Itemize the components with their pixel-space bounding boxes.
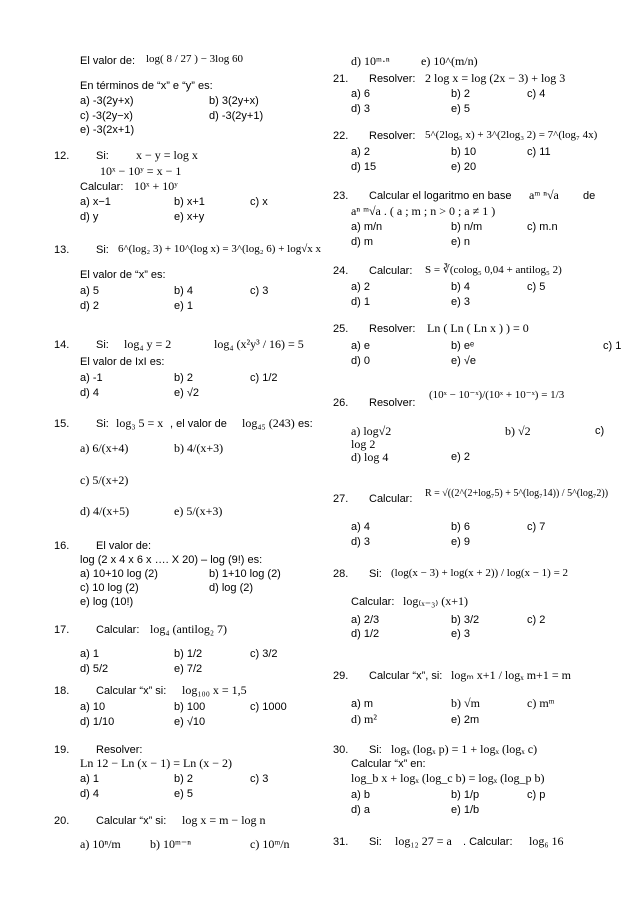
- option-e: e) n: [451, 236, 470, 248]
- expression: 5^(2log₅ x) + 3^(2log₃ 2) = 7^(log₇ 4x): [425, 129, 598, 141]
- option-b: b) 1/p: [451, 789, 480, 801]
- option-d: d) log (2): [209, 582, 254, 594]
- si-label: Si:: [96, 244, 109, 256]
- prompt: El valor de IxI es:: [80, 356, 165, 368]
- si-label: Si:: [369, 568, 382, 580]
- option-a: a) 10ⁿ/m: [80, 837, 121, 851]
- option-c: c) 10ᵐ/n: [250, 837, 290, 851]
- option-b: b) 1+10 log (2): [209, 568, 281, 580]
- option-e: e) 1/b: [451, 804, 480, 816]
- calc-expression: 10ˣ + 10ʸ: [134, 179, 178, 193]
- question-number: 17.: [54, 624, 70, 636]
- option-d: d) m²: [351, 712, 377, 726]
- option-a: a) 1: [80, 773, 99, 785]
- si-label: Si:: [369, 836, 382, 848]
- option-b: b) 4: [174, 285, 193, 297]
- option-d: d) 15: [351, 161, 377, 173]
- log-argument: aⁿ ᵐ√a . ( a ; m ; n > 0 ; a ≠ 1 ): [351, 204, 496, 218]
- option-d: d) 1/10: [80, 716, 115, 728]
- equation: log₄ (x²y³ / 16) = 5: [214, 337, 304, 351]
- calc-label: Calcular “x” si:: [96, 815, 167, 827]
- option-a: a) 2/3: [351, 614, 380, 626]
- option-c: c) 5: [527, 281, 546, 293]
- option-b: b) 3(2y+x): [209, 95, 259, 107]
- option-c: c) 1: [603, 340, 622, 352]
- option-c-value: log 2: [351, 437, 376, 451]
- option-c: c) -3(2y−x): [80, 110, 133, 122]
- equation: 6^(log₂ 3) + 10^(log x) = 3^(log₂ 6) + log√x x: [118, 243, 322, 255]
- expression: log₄ (antilog₂ 7): [150, 622, 228, 636]
- prompt: Resolver:: [369, 397, 416, 409]
- calc-label: . Calcular:: [463, 836, 513, 848]
- option-e: e) log (10!): [80, 596, 134, 608]
- option-c: c) x: [250, 196, 268, 208]
- equation: log₃ 5 = x: [116, 416, 164, 430]
- option-c: c) 10 log (2): [80, 582, 139, 594]
- expression: log₁₂ 27 = a: [395, 834, 452, 848]
- option-e: e) 3: [451, 628, 470, 640]
- option-e: e) √2: [174, 387, 199, 399]
- option-d: d) log 4: [351, 450, 389, 464]
- option-a: a) b: [351, 789, 370, 801]
- option-a: a) 10: [80, 701, 106, 713]
- option-a: a) 2: [351, 281, 370, 293]
- option-e: e) 5: [451, 103, 470, 115]
- calc-label: Calcular:: [80, 181, 124, 193]
- option-e: e) √e: [451, 355, 476, 367]
- option-b: b) eᵉ: [451, 340, 475, 352]
- option-b: b) 2: [451, 88, 470, 100]
- option-a: a) 2: [351, 146, 370, 158]
- equation: log₄₅ (243): [242, 416, 295, 430]
- option-b: b) 10: [451, 146, 477, 158]
- option-c: c) p: [527, 789, 546, 801]
- option-a: a) 10+10 log (2): [80, 568, 158, 580]
- option-a: a) 6: [351, 88, 370, 100]
- calc-expression: log₍ₓ₋₃₎ (x+1): [403, 594, 468, 608]
- option-b: b) 2: [174, 372, 193, 384]
- prompt: Calcular:: [369, 265, 413, 277]
- expression: 2 log x = log (2x − 3) + log 3: [425, 71, 566, 85]
- option-b: b) 2: [174, 773, 193, 785]
- prompt: Calcular el logaritmo en base: [369, 190, 512, 202]
- question-number: 16.: [54, 540, 70, 552]
- option-d: d) 3: [351, 103, 370, 115]
- calc-label: Calcular “x” en:: [351, 758, 426, 770]
- option-e: e) 5: [174, 788, 193, 800]
- intro-expression: log( 8 / 27 ) − 3log 60: [146, 53, 243, 65]
- option-d: d) 0: [351, 355, 370, 367]
- option-b: b) √2: [505, 424, 531, 438]
- option-d: d) 1: [351, 296, 370, 308]
- question-number: 24.: [333, 265, 349, 277]
- expression: logₓ (logₓ p) = 1 + logₓ (logₓ c): [391, 742, 538, 756]
- option-c: c) m.n: [527, 221, 558, 233]
- option-e: e) 20: [451, 161, 477, 173]
- question-number: 12.: [54, 150, 70, 162]
- option-c: c) 1/2: [250, 372, 278, 384]
- option-d: d) 4: [80, 788, 99, 800]
- option-c: c) 1000: [250, 701, 287, 713]
- calc-label: Calcular:: [351, 596, 395, 608]
- expression: (10ˣ − 10⁻ˣ)/(10ˣ + 10⁻ˣ) = 1/3: [429, 389, 565, 401]
- es-label: es:: [298, 418, 313, 430]
- option-c: c) 3: [250, 773, 269, 785]
- option-c: c) 7: [527, 521, 546, 533]
- expression: log (2 x 4 x 6 x …. X 20) – log (9!) es:: [80, 554, 263, 566]
- calc-label: Calcular “x” si:: [96, 685, 167, 697]
- question-number: 13.: [54, 244, 70, 256]
- expression: log x = m − log n: [182, 813, 266, 827]
- question-number: 14.: [54, 339, 70, 351]
- expression: Ln 12 − Ln (x − 1) = Ln (x − 2): [80, 756, 233, 770]
- option-a: a) 1: [80, 648, 99, 660]
- option-b: b) 6: [451, 521, 470, 533]
- prompt: Calcular:: [369, 493, 413, 505]
- option-a: a) x−1: [80, 196, 111, 208]
- option-d: d) y: [80, 211, 99, 223]
- option-c: c) 3/2: [250, 648, 278, 660]
- option-c: c) 5/(x+2): [80, 473, 129, 487]
- expression: R = √((2^(2+log₇5) + 5^(log₇14)) / 5^(log₇2)): [425, 488, 609, 499]
- option-e: e) 3: [451, 296, 470, 308]
- option-a: a) 6/(x+4): [80, 441, 129, 455]
- question-number: 30.: [333, 744, 349, 756]
- option-c: c) mᵐ: [527, 696, 555, 710]
- option-b: b) 3/2: [451, 614, 480, 626]
- option-b: b) 4/(x+3): [174, 441, 224, 455]
- option-a: a) -3(2y+x): [80, 95, 134, 107]
- option-b: b) √m: [451, 696, 480, 710]
- prompt: Calcular “x”, si:: [369, 670, 443, 682]
- equation: x − y = log x: [136, 148, 198, 162]
- expression: (log(x − 3) + log(x + 2)) / log(x − 1) = 2: [391, 567, 569, 579]
- option-e: e) 7/2: [174, 663, 203, 675]
- question-number: 27.: [333, 493, 349, 505]
- calc-label: Calcular:: [96, 624, 140, 636]
- question-number: 21.: [333, 73, 349, 85]
- option-a: a) -1: [80, 372, 103, 384]
- option-a: a) m: [351, 698, 373, 710]
- option-c: c) 11: [527, 146, 551, 158]
- question-number: 28.: [333, 568, 349, 580]
- option-d: d) m: [351, 236, 373, 248]
- log-base: aᵐ ⁿ√a: [529, 188, 559, 202]
- option-a: a) 4: [351, 521, 370, 533]
- question-number: 19.: [54, 744, 70, 756]
- question-number: 23.: [333, 190, 349, 202]
- question-number: 29.: [333, 670, 349, 682]
- expression: S = ∛(colog₅ 0,04 + antilog₅ 2): [425, 264, 562, 276]
- prompt: Resolver:: [369, 323, 416, 335]
- prompt: Resolver:: [96, 744, 143, 756]
- option-e: e) 2m: [451, 714, 480, 726]
- intro-terminos: En términos de “x” e “y” es:: [80, 80, 213, 92]
- calc-expression: log₆ 16: [529, 834, 564, 848]
- de-label: de: [583, 190, 596, 202]
- question-number: 15.: [54, 418, 70, 430]
- option-b: b) 4: [451, 281, 470, 293]
- equation: log₄ y = 2: [124, 337, 172, 351]
- option-d: d) -3(2y+1): [209, 110, 264, 122]
- option-e: e) 5/(x+3): [174, 504, 223, 518]
- expression: logₘ x+1 / logₓ m+1 = m: [451, 668, 571, 682]
- option-d: d) 5/2: [80, 663, 109, 675]
- question-number: 25.: [333, 323, 349, 335]
- option-b: b) 10ᵐ⁻ⁿ: [150, 837, 191, 851]
- si-label: Si:: [96, 339, 109, 351]
- option-c: c) 2: [527, 614, 546, 626]
- option-b: b) 100: [174, 701, 206, 713]
- option-e: e) 2: [451, 451, 470, 463]
- option-d: d) 10ᵐ·ⁿ: [351, 54, 390, 68]
- option-d: d) 4/(x+5): [80, 504, 130, 518]
- intro-label: El valor de:: [80, 55, 136, 67]
- option-a: a) e: [351, 340, 370, 352]
- prompt: Resolver:: [369, 73, 416, 85]
- option-e: e) -3(2x+1): [80, 124, 135, 136]
- si-label: Si:: [369, 744, 382, 756]
- question-number: 31.: [333, 836, 349, 848]
- prompt: El valor de:: [96, 540, 152, 552]
- option-d: d) a: [351, 804, 370, 816]
- question-number: 18.: [54, 685, 70, 697]
- prompt: El valor de “x” es:: [80, 269, 166, 281]
- expression: log₁₀₀ x = 1,5: [182, 683, 247, 697]
- option-d: d) 3: [351, 536, 370, 548]
- option-e: e) 10^(m/n): [421, 54, 478, 68]
- option-b: b) n/m: [451, 221, 483, 233]
- option-c: c) 3: [250, 285, 269, 297]
- option-d: d) 4: [80, 387, 99, 399]
- option-e: e) x+y: [174, 211, 205, 223]
- option-d: d) 2: [80, 300, 99, 312]
- option-a: a) 5: [80, 285, 99, 297]
- option-a: a) log√2: [351, 424, 392, 438]
- option-e: e) √10: [174, 716, 206, 728]
- option-c: c): [595, 425, 605, 437]
- option-c: c) 4: [527, 88, 546, 100]
- option-e: e) 9: [451, 536, 470, 548]
- option-a: a) m/n: [351, 221, 383, 233]
- prompt: Resolver:: [369, 130, 416, 142]
- equation: 10ˣ − 10ʸ = x − 1: [100, 164, 182, 178]
- option-b: b) x+1: [174, 196, 205, 208]
- option-d: d) 1/2: [351, 628, 380, 640]
- question-number: 22.: [333, 130, 349, 142]
- si-label: Si:: [96, 150, 109, 162]
- expression: Ln ( Ln ( Ln x ) ) = 0: [427, 321, 529, 335]
- option-b: b) 1/2: [174, 648, 203, 660]
- question-number: 20.: [54, 815, 70, 827]
- question-number: 26.: [333, 397, 349, 409]
- option-e: e) 1: [174, 300, 193, 312]
- si-label: Si:: [96, 418, 109, 430]
- connector-text: , el valor de: [170, 418, 227, 430]
- equation: log_b x + logₓ (log_c b) = logₓ (log_p b): [351, 771, 545, 785]
